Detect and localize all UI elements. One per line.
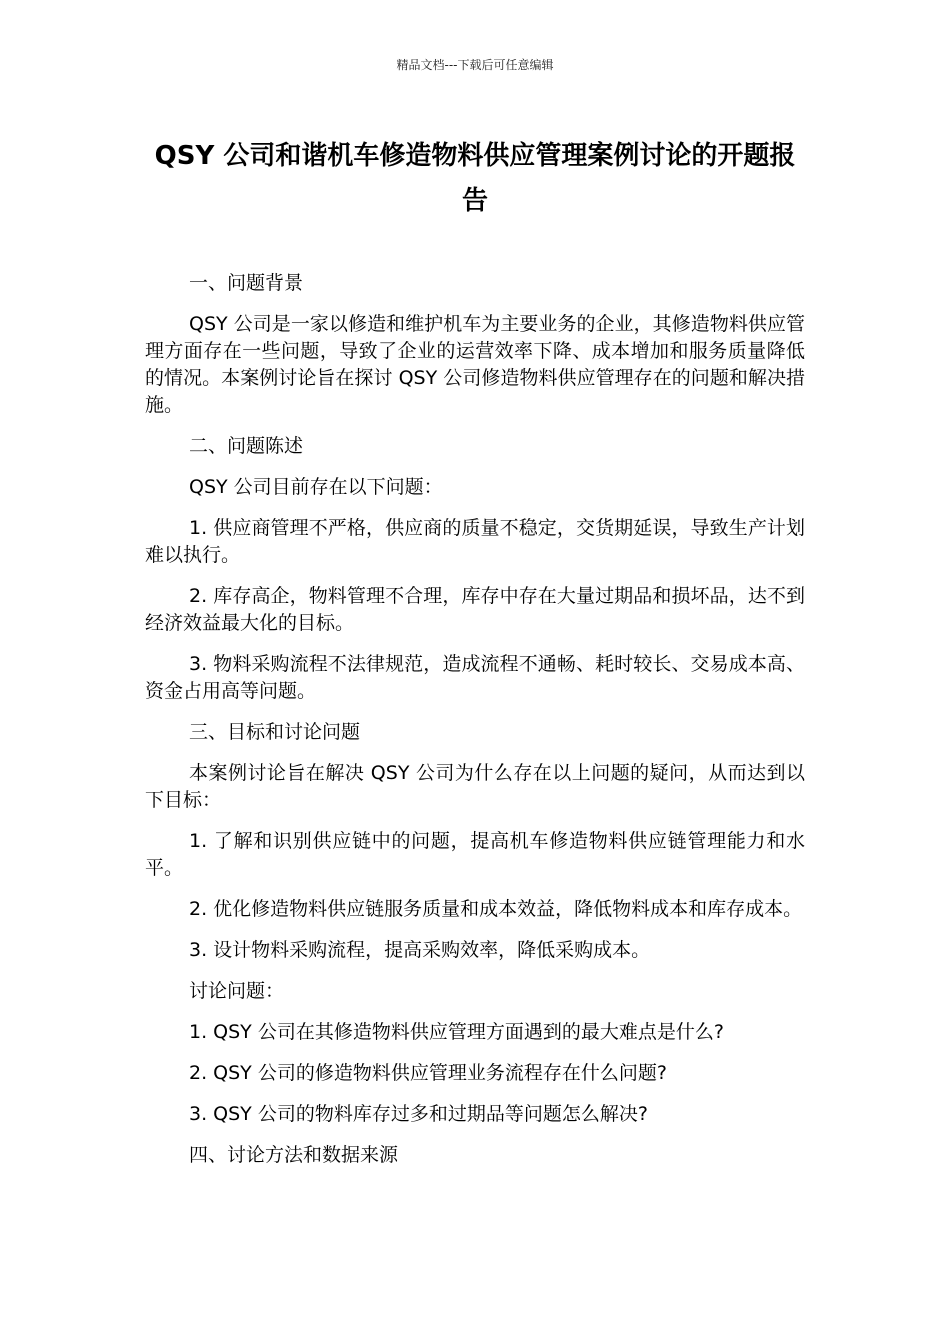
- question-item-2: 2. QSY 公司的修造物料供应管理业务流程存在什么问题?: [189, 1062, 667, 1084]
- section-heading-methods: 四、讨论方法和数据来源: [189, 1144, 399, 1166]
- paragraph-problem-intro: QSY 公司目前存在以下问题：: [189, 476, 443, 498]
- document-title: QSY 公司和谐机车修造物料供应管理案例讨论的开题报告: [154, 141, 796, 216]
- discussion-questions-label: 讨论问题：: [189, 980, 285, 1002]
- question-item-3: 3. QSY 公司的物料库存过多和过期品等问题怎么解决?: [189, 1103, 648, 1125]
- problem-item-3: 3. 物料采购流程不法律规范，造成流程不通畅、耗时较长、交易成本高、资金占用高等问题。: [145, 653, 805, 702]
- question-item-1: 1. QSY 公司在其修造物料供应管理方面遇到的最大难点是什么?: [189, 1021, 724, 1043]
- document-body: [145, 270, 805, 1183]
- paragraph-background: QSY 公司是一家以修造和维护机车为主要业务的企业，其修造物料供应管理方面存在一些问题，导致了企业的运营效率下降、成本增加和服务质量降低的情况。本案例讨论旨在探讨 QSY 公司修造物料供应管理存在的问题和解决措施。: [145, 313, 805, 416]
- section-heading-problem-statement: 二、问题陈述: [189, 435, 304, 457]
- section-heading-goals: 三、目标和讨论问题: [189, 721, 361, 743]
- section-heading-background: 一、问题背景: [189, 272, 304, 294]
- page-header: 精品文档---下载后可任意编辑: [396, 58, 554, 72]
- problem-item-1: 1. 供应商管理不严格，供应商的质量不稳定，交货期延误，导致生产计划难以执行。: [145, 517, 805, 566]
- goal-item-2: 2. 优化修造物料供应链服务质量和成本效益，降低物料成本和库存成本。: [189, 898, 803, 920]
- goal-item-1: 1. 了解和识别供应链中的问题，提高机车修造物料供应链管理能力和水平。: [145, 830, 805, 879]
- goal-item-3: 3. 设计物料采购流程，提高采购效率，降低采购成本。: [189, 939, 651, 961]
- problem-item-2: 2. 库存高企，物料管理不合理，库存中存在大量过期品和损坏品，达不到经济效益最大化的目标。: [145, 585, 805, 634]
- paragraph-goals-intro: 本案例讨论旨在解决 QSY 公司为什么存在以上问题的疑问，从而达到以下目标：: [145, 762, 805, 811]
